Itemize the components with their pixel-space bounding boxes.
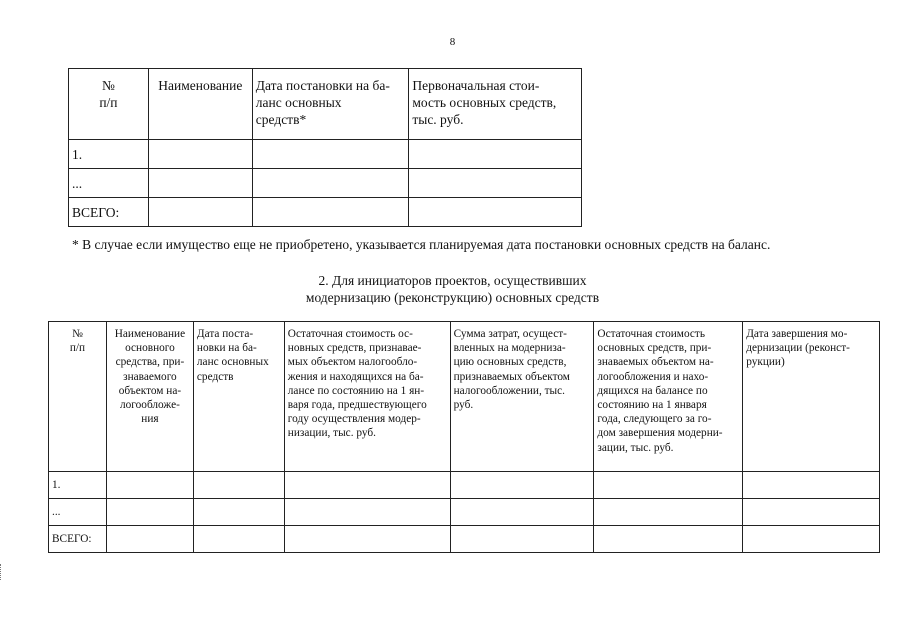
table-cell[interactable]	[106, 472, 193, 499]
header-text: Дата завершения мо-	[746, 328, 848, 340]
header-text: признаваемых объектом	[453, 370, 570, 383]
header-text: вленных на модерниза-	[453, 342, 566, 355]
header-text: налогообложении, тыс.	[453, 384, 565, 397]
header-cell-initial-cost	[409, 69, 582, 140]
header-text: году осуществления модер-	[287, 413, 421, 426]
row-label: ВСЕГО:	[69, 198, 149, 227]
header-text: Первоначальная стои-	[412, 78, 540, 93]
header-text: варя года, предшествующего	[287, 399, 427, 412]
header-text: логообложения и нахо-	[597, 370, 709, 383]
header-text: состоянию на 1 января	[597, 399, 707, 412]
header-text: новки на ба-	[196, 342, 257, 355]
modernization-table	[48, 321, 880, 553]
header-text: ния	[141, 413, 159, 426]
header-text: жения и находящихся на ба-	[287, 370, 424, 383]
header-text: п/п	[69, 342, 86, 355]
table-cell[interactable]	[106, 499, 193, 526]
table-row-total	[49, 526, 880, 553]
header-text: средства, при-	[115, 356, 185, 369]
header-cell-modernization-costs	[450, 322, 594, 472]
header-text: Наименование	[158, 78, 243, 93]
header-text: основных средств, при-	[597, 342, 712, 355]
header-cell-name	[148, 69, 252, 140]
table-cell[interactable]	[193, 526, 284, 553]
table-cell[interactable]	[450, 499, 594, 526]
header-cell-number	[49, 322, 107, 472]
table-cell[interactable]	[594, 526, 743, 553]
header-text: лансе по состоянию на 1 ян-	[287, 384, 425, 397]
section-title-line: 2. Для инициаторов проектов, осуществивших	[318, 273, 587, 288]
header-text: Остаточная стоимость	[597, 328, 705, 340]
fixed-assets-table	[68, 68, 582, 227]
header-text: средств*	[255, 112, 307, 127]
table-cell[interactable]	[284, 472, 450, 499]
table-cell[interactable]	[594, 472, 743, 499]
header-text: руб.	[453, 399, 474, 412]
table-row	[49, 472, 880, 499]
header-cell-residual-value-after	[594, 322, 743, 472]
table-row	[49, 499, 880, 526]
row-label: 1.	[69, 140, 149, 169]
table-row-total	[69, 198, 582, 227]
row-label: ...	[49, 499, 107, 526]
table-cell[interactable]	[148, 198, 252, 227]
table-cell[interactable]	[106, 526, 193, 553]
header-text: №	[72, 328, 83, 340]
header-text: Сумма затрат, осущест-	[453, 328, 567, 340]
header-text: новных средств, признавае-	[287, 342, 422, 355]
header-text: Наименование	[114, 328, 186, 340]
section-title	[0, 272, 905, 306]
header-text: дернизации (реконст-	[746, 342, 850, 355]
header-cell-balance-date	[252, 69, 409, 140]
table-row	[69, 140, 582, 169]
table-cell[interactable]	[148, 169, 252, 198]
header-cell-number	[69, 69, 149, 140]
header-text: №	[101, 78, 115, 93]
header-text: дящихся на балансе по	[597, 384, 708, 397]
header-cell-name	[106, 322, 193, 472]
table-cell[interactable]	[409, 169, 582, 198]
table-cell[interactable]	[252, 198, 409, 227]
table-cell[interactable]	[450, 472, 594, 499]
header-cell-balance-date	[193, 322, 284, 472]
header-text: мых объектом налогообло-	[287, 356, 418, 369]
header-text: средств	[196, 370, 234, 383]
header-text: зации, тыс. руб.	[597, 441, 674, 454]
page-number: 8	[449, 36, 456, 48]
table-cell[interactable]	[252, 169, 409, 198]
table-cell[interactable]	[284, 499, 450, 526]
header-text: цию основных средств,	[453, 356, 567, 369]
header-text: ланс основных	[196, 356, 269, 369]
header-text: мость основных средств,	[412, 95, 557, 110]
header-text: года, следующего за го-	[597, 413, 712, 426]
header-text: основного	[125, 342, 175, 355]
table-cell[interactable]	[193, 499, 284, 526]
header-text: рукции)	[746, 356, 785, 369]
footnote: * В случае если имущество еще не приобретено, указывается планируемая дата постановки основных средств на баланс.	[72, 237, 771, 252]
table-cell[interactable]	[594, 499, 743, 526]
header-text: дом завершения модерни-	[597, 427, 723, 440]
table-cell[interactable]	[409, 198, 582, 227]
header-text: логообложе-	[120, 399, 180, 412]
table-row	[69, 169, 582, 198]
header-text: Дата постановки на ба-	[255, 78, 390, 93]
header-text: объектом на-	[118, 384, 182, 397]
header-text: низации, тыс. руб.	[287, 427, 376, 440]
table-cell[interactable]	[148, 140, 252, 169]
table-header-row	[69, 69, 582, 140]
row-label: ВСЕГО:	[49, 526, 107, 553]
table-header-row	[49, 322, 880, 472]
header-text: п/п	[99, 95, 118, 110]
header-text: знаваемого	[123, 370, 177, 383]
header-text: Остаточная стоимость ос-	[287, 328, 413, 340]
table-cell[interactable]	[252, 140, 409, 169]
table-cell[interactable]	[409, 140, 582, 169]
table-cell[interactable]	[743, 472, 880, 499]
row-label: ...	[69, 169, 149, 198]
header-text: Дата поста-	[196, 328, 254, 340]
header-cell-completion-date	[743, 322, 880, 472]
table-cell[interactable]	[743, 499, 880, 526]
table-cell[interactable]	[193, 472, 284, 499]
table-cell[interactable]	[450, 526, 594, 553]
header-text: тыс. руб.	[412, 112, 464, 127]
scan-edge-mark	[0, 564, 7, 580]
table-cell[interactable]	[743, 526, 880, 553]
header-text: знаваемых объектом на-	[597, 356, 714, 369]
table-cell[interactable]	[284, 526, 450, 553]
row-label: 1.	[49, 472, 107, 499]
header-text: ланс основных	[255, 95, 342, 110]
section-title-line: модернизацию (реконструкцию) основных средств	[305, 290, 600, 305]
header-cell-residual-value-before	[284, 322, 450, 472]
